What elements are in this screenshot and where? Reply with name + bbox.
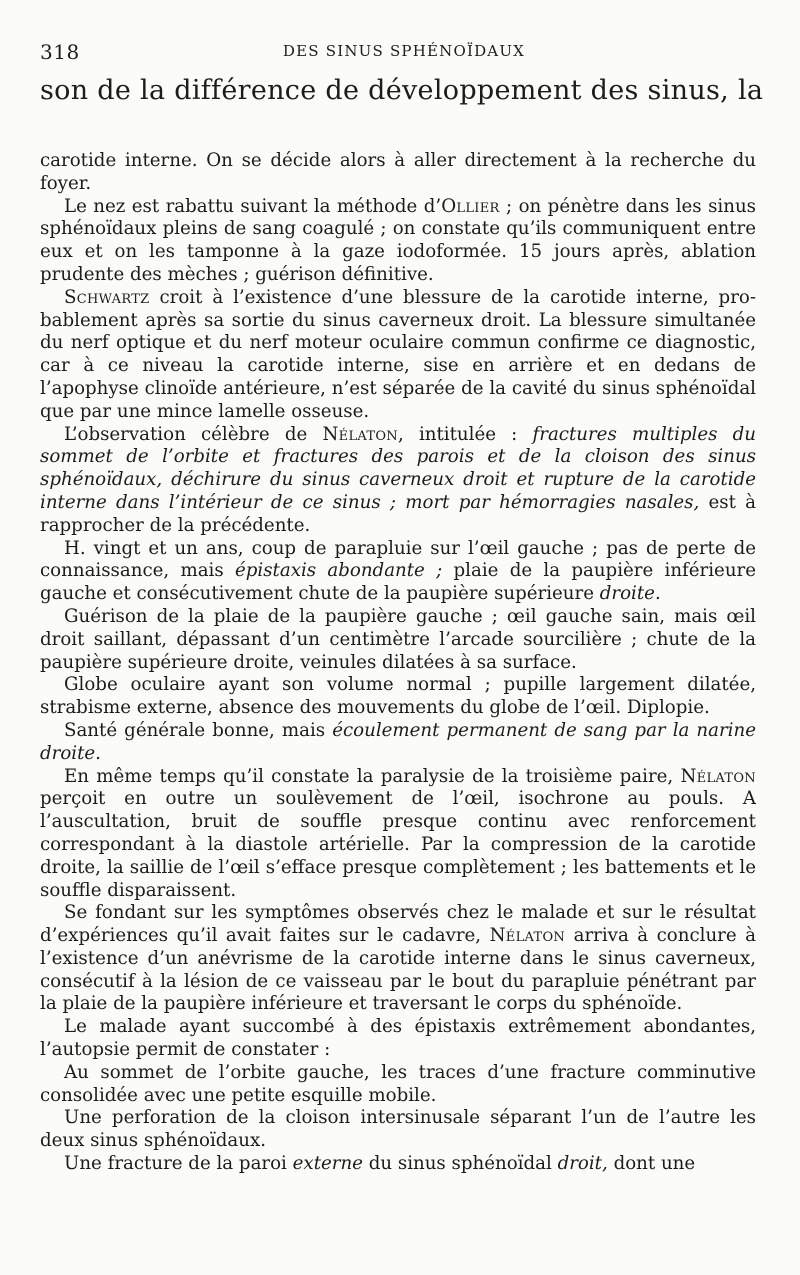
paragraph [40,1016,756,1062]
text-run: dont une [607,1153,696,1175]
text-run: ; on pénètre dans les sinus sphénoïdaux pleins de sang coagulé ; on constate qu’ils communiquent entre eux et on les tamponne à la gaze iodoformée. 15 jours après, ablation prudente des mèches ; guérison définitive. [40,195,756,285]
text-run: croit à l’existence d’une blessure de la carotide interne, probablement après sa sortie du sinus caverneux droit. La blessure simultanée du nerf optique et du nerf moteur oculaire commun confirme ce diagnostic, car à ce niveau la carotide interne, sise en arrière et en dedans de l’apophyse clinoïde antérieure, n’est séparée de la cavité du sinus sphénoïdal que par une mince lamelle osseuse. [40,286,756,422]
text-run: perçoit en outre un soulèvement de l’œil, isochrone au pouls. A l’auscultation, bruit de souffle presque continu avec renforcement correspondant à la diastole artérielle. Par la compression de la carotide droite, la saillie de l’œil s’efface presque complètement ; les battements et le souffle disparaissent. [40,788,756,901]
italic-text: épistaxis abondante ; [235,560,443,582]
italic-text: écoulement permanent de sang par la narine droite. [40,719,756,764]
paragraph [40,902,756,1016]
author-name: Schwartz [64,286,150,308]
text-run: Le malade ayant succombé à des épistaxis extrêmement abondantes, l’autopsie permit de constater : [40,1016,756,1061]
page-number: 318 [40,40,80,64]
paragraph [40,1107,756,1153]
text-run: Une fracture de la paroi [64,1153,293,1175]
paragraph [40,538,756,606]
italic-text: droit, [557,1153,608,1175]
text-run: carotide interne. On se décide alors à aller directement à la recherche du foyer. [40,150,756,194]
carried-over-line: son de la différence de développement des sinus, la [40,75,764,106]
paragraph [40,150,756,196]
author-name: Ollier [441,195,500,217]
italic-text: externe [292,1153,363,1175]
text-run: En même temps qu’il constate la paralysie de la troisième paire, [64,765,681,787]
paragraph [40,287,756,424]
italic-text: droite. [599,583,661,605]
running-title: DES SINUS SPHÉNOÏDAUX [282,42,526,60]
text-run: Guérison de la plaie de la paupière gauche ; œil gauche sain, mais œil droit saillant, dépassant d’un centimètre l’arcade sourcilière ; chute de la paupière supérieure droite, veinules dilatées à sa surface. [40,605,756,673]
text-run: H. vingt et un ans, coup de parapluie sur l’œil gauche ; pas de perte de connaissance, mais [40,537,756,582]
text-run: Santé générale bonne, mais [64,719,333,741]
text-run: est à rapprocher de la précédente. [40,491,756,536]
text-run: Globe oculaire ayant son volume normal ; pupille largement dilatée, strabisme externe, absence des mouvements du globe de l’œil. Diplopie. [40,674,756,719]
paragraph [40,766,756,903]
paragraph [40,1062,756,1108]
text-run: Le nez est rabattu suivant la méthode d’ [64,195,442,217]
text-run: du sinus sphénoïdal [362,1153,558,1175]
author-name: Nélaton [489,925,566,947]
text-run: Une perforation de la cloison intersinusale séparant l’un de l’autre les deux sinus sphénoïdaux. [40,1107,756,1152]
paragraph [40,1153,756,1176]
text-run: plaie de la paupière inférieure gauche et consécutivement chute de la paupière supérieure [40,560,756,605]
text-run: , intitulée : [397,423,533,445]
text-run: Au sommet de l’orbite gauche, les traces d’une fracture comminutive consolidée avec une petite esquille mobile. [40,1061,756,1106]
running-head [40,38,760,66]
author-name: Nélaton [680,765,756,787]
paragraph [40,674,756,720]
paragraph [40,720,756,766]
author-name: Nélaton [322,423,398,445]
text-run: arriva à conclure à l’existence d’un anévrisme de la carotide interne dans le sinus caverneux, consécutif à la lésion de ce vaisseau par le bout du parapluie pénétrant par la plaie de la paupière inférieure et traversant le corps du sphénoïde. [40,925,756,1015]
body-text [40,150,756,1176]
paragraph [40,606,756,674]
text-run: Se fondant sur les symptômes observés chez le malade et sur le résultat d’expériences qu’il avait faites sur le cadavre, [40,902,756,947]
paragraph [40,424,756,538]
italic-text: fractures multiples du sommet de l’orbite et fractures des parois et de la cloison des sinus sphénoïdaux, déchirure du sinus caverneux droit et rupture de la carotide interne dans l’intérieur de ce sinus ; mort par hémorragies nasales, [40,423,757,513]
paragraph [40,196,756,287]
text-run: L’observation célèbre de [64,423,323,445]
